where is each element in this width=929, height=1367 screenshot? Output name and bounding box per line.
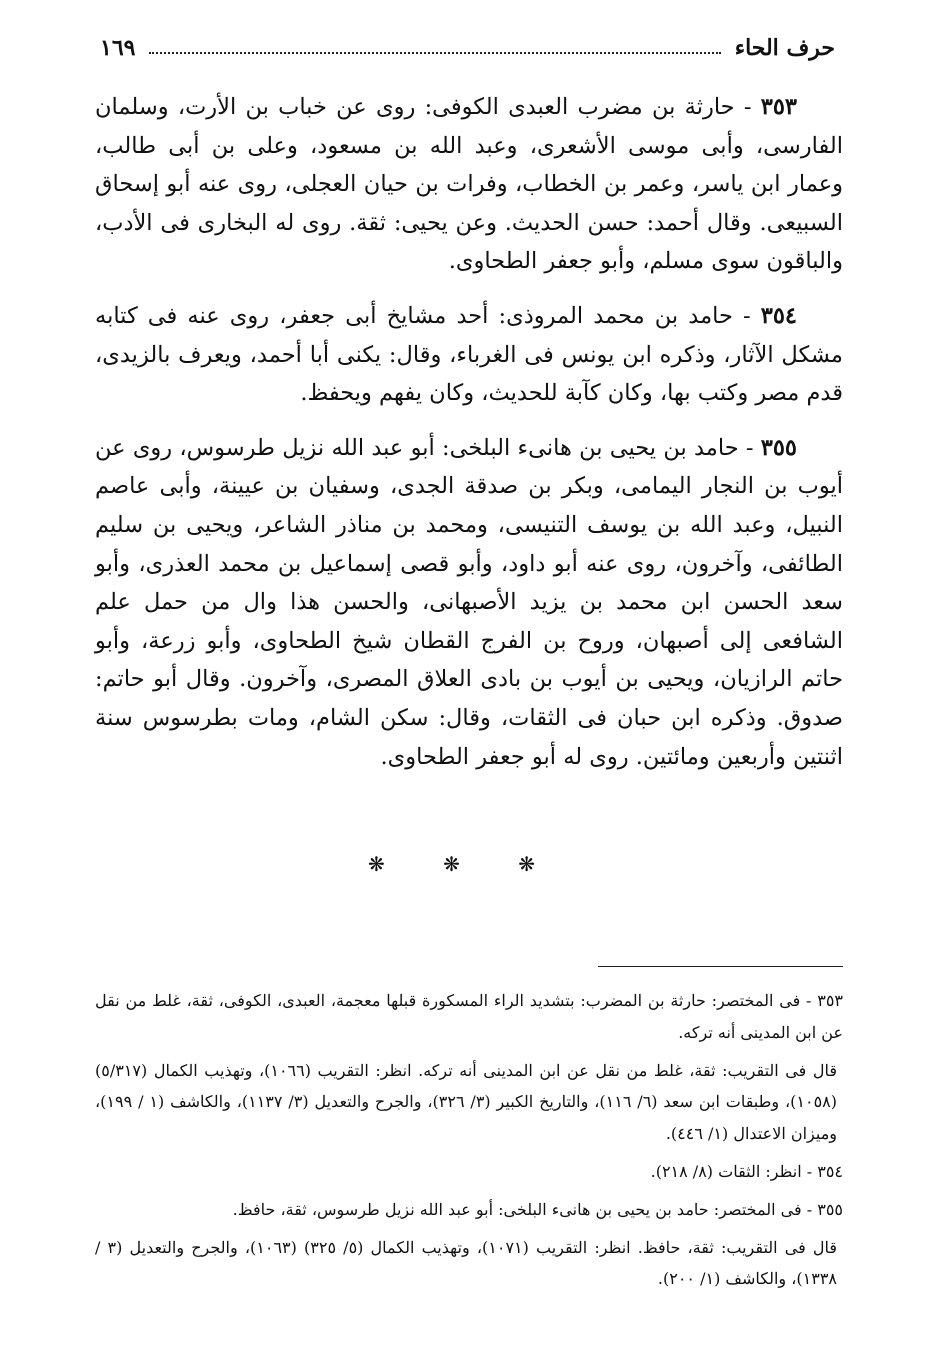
entry-355 <box>95 429 843 776</box>
main-text <box>95 88 843 792</box>
footnote-353: ٣٥٣ - فى المختصر: حارثة بن المضرب: بتشديد الراء المسكورة قبلها معجمة، العبدى، الكوفى، ثقة، غلط من نقل عن ابن المدينى أنه تركه. <box>95 991 843 1042</box>
footnote-354: ٣٥٤ - انظر: الثقات (٨/ ٢١٨). <box>650 1161 843 1181</box>
entry-number: ٣٥٥ <box>760 434 797 461</box>
entry-number: ٣٥٣ <box>760 94 797 120</box>
entry-text: - حامد بن محمد المروذى: أحد مشايخ أبى جعفر، روى عنه فى كتابه مشكل الآثار، وذكره ابن يونس فى الغرباء، وقال: يكنى أبا أحمد، ويعرف بالزيدى، قدم مصر وكتب بها، وكان كآبة للحديث، وكان يفهم ويحفظ. <box>95 302 843 407</box>
entry-number: ٣٥٤ <box>760 302 797 329</box>
footnote-355: ٣٥٥ - فى المختصر: حامد بن يحيى بن هانىء البلخى: أبو عبد الله نزيل طرسوس، ثقة، حافظ. <box>232 1199 843 1219</box>
entry-text: - حارثة بن مضرب العبدى الكوفى: روى عن خباب بن الأرت، وسلمان الفارسى، وأبى موسى الأشعرى، وعبد الله بن مسعود، وعلى بن أبى طالب، وعمار ابن ياسر، وعمر بن الخطاب، وفرات بن حيان العجلى، روى عنه أبو إسحاق السبيعى. وقال أحمد: حسن الحديث. وعن يحيى: ثقة. روى له البخارى فى الأدب، والباقون سوى مسلم، وأبو جعفر الطحاوى. <box>95 94 843 275</box>
entry-353 <box>95 88 843 281</box>
dotted-leader <box>149 52 720 54</box>
entry-text: - حامد بن يحيى بن هانىء البلخى: أبو عبد الله نزيل طرسوس، روى عن أيوب بن النجار اليمامى، وبكر بن صدقة الجدى، وسفيان بن عيينة، وأبى عاصم النبيل، وعبد الله بن يوسف التنيسى، ومحمد بن مناذر الشاعر، ويحيى بن سليم الطائفى، وآخرون، روى عنه أبو داود، وأبو قصى إسماعيل بن محمد العذرى، وأبو سعد الحسن ابن محمد بن يزيد الأصبهانى، والحسن هذا وال من حمل علم الشافعى إلى أصبهان، وروح بن الفرج القطان شيخ الطحاوى، وأبو زرعة، وأبو حاتم الرازيان، ويحيى بن أيوب بن بادى العلاق المصرى، وآخرون. وقال أبو حاتم: صدوق. وذكره ابن حبان فى الثقات، وقال: سكن الشام، ومات بطرسوس سنة اثنتين وأربعين ومائتين. روى له أبو جعفر الطحاوى. <box>95 434 843 770</box>
page-number: ١٦٩ <box>100 35 136 61</box>
footnote-353-sources: قال فى التقريب: ثقة، غلط من نقل عن ابن المدينى أنه تركه. انظر: التقريب (١٠٦٦)، وتهذيب الكمال (٥/٣١٧) (١٠٥٨)، وطبقات ابن سعد (٦/ ١١٦)، والتاريخ الكبير (٣/ ٣٢٦)، والجرح والتعديل (٣/ ١١٣٧)، والكاشف (١ / ١٩٩)، وميزان الاعتدال (١/ ٤٤٦). <box>95 1060 838 1144</box>
footnotes <box>95 985 843 1295</box>
footnote-355-sources: قال فى التقريب: ثقة، حافظ. انظر: التقريب (١٠٧١)، وتهذيب الكمال (٥/ ٣٢٥) (١٠٦٣)، والجرح والتعديل (٣ / ١٣٣٨)، والكاشف (١/ ٢٠٠). <box>95 1237 838 1289</box>
entry-354 <box>95 297 843 413</box>
running-head <box>100 28 835 68</box>
chapter-title: حرف الحاء <box>734 35 835 61</box>
footnote-rule <box>598 966 843 967</box>
section-separator: ❋ ❋ ❋ <box>368 852 561 876</box>
